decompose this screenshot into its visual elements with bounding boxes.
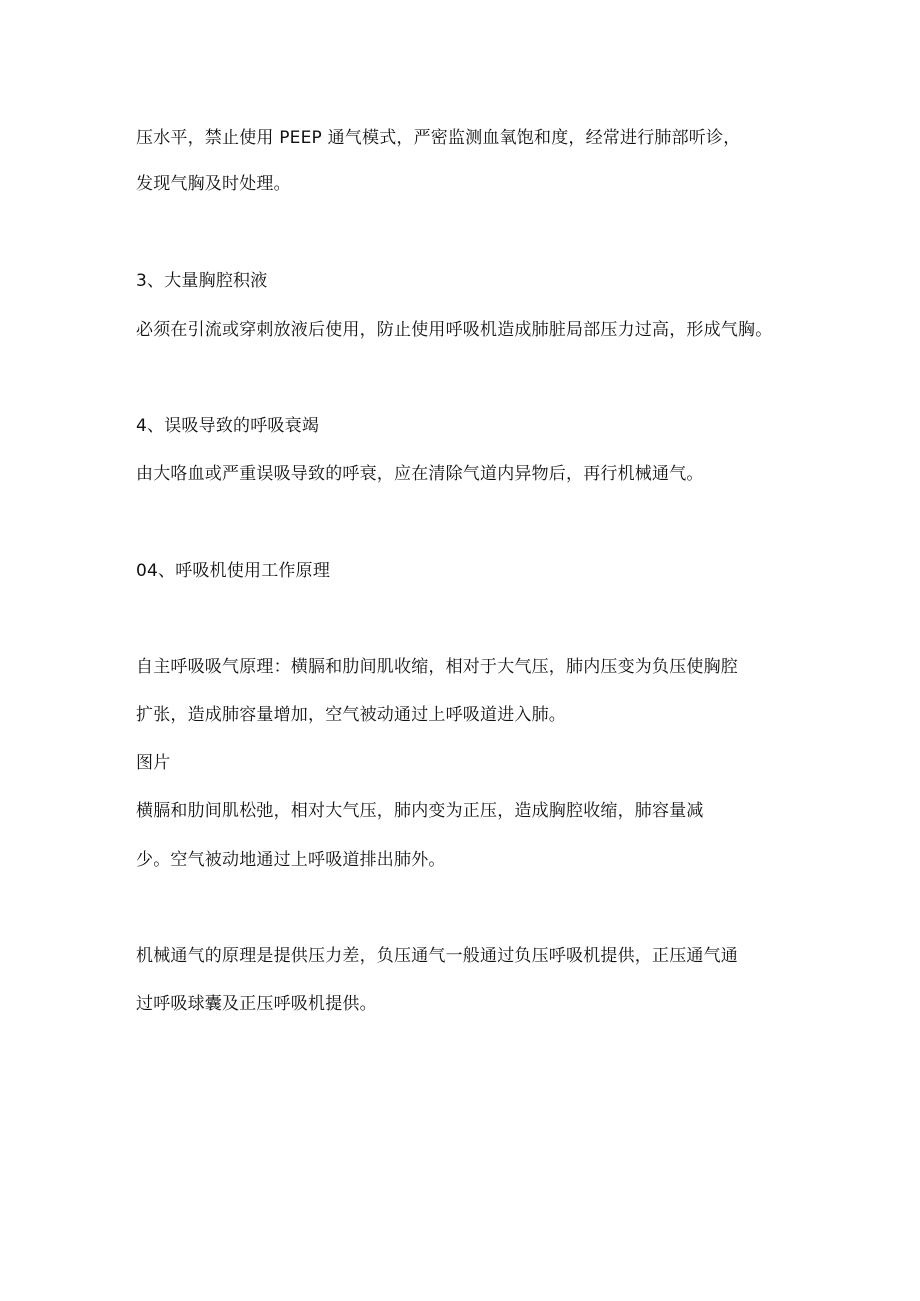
paragraph-line: 由大咯血或严重误吸导致的呼衰，应在清除气道内异物后，再行机械通气。 xyxy=(136,464,704,484)
paragraph-line: 过呼吸球囊及正压呼吸机提供。 xyxy=(136,994,377,1014)
paragraph-line: 机械通气的原理是提供压力差，负压通气一般通过负压呼吸机提供，正压通气通 xyxy=(136,946,738,966)
section-heading: 04、呼吸机使用工作原理 xyxy=(136,561,331,581)
paragraph-line: 发现气胸及时处理。 xyxy=(136,174,291,194)
paragraph-line: 必须在引流或穿刺放液后使用，防止使用呼吸机造成肺脏局部压力过高，形成气胸。 xyxy=(136,320,773,340)
image-placeholder-label: 图片 xyxy=(136,753,171,773)
paragraph-line: 扩张，造成肺容量增加，空气被动通过上呼吸道进入肺。 xyxy=(136,705,566,725)
paragraph-line: 自主呼吸吸气原理：横膈和肋间肌收缩，相对于大气压，肺内压变为负压使胸腔 xyxy=(136,657,738,677)
paragraph-line: 横膈和肋间肌松弛，相对大气压，肺内变为正压，造成胸腔收缩，肺容量减 xyxy=(136,801,704,821)
paragraph-line: 少。空气被动地通过上呼吸道排出肺外。 xyxy=(136,850,446,870)
section-heading: 3、大量胸腔积液 xyxy=(136,271,268,291)
section-heading: 4、误吸导致的呼吸衰竭 xyxy=(136,416,320,436)
paragraph-line: 压水平，禁止使用 PEEP 通气模式，严密监测血氧饱和度，经常进行肺部听诊， xyxy=(136,128,741,148)
